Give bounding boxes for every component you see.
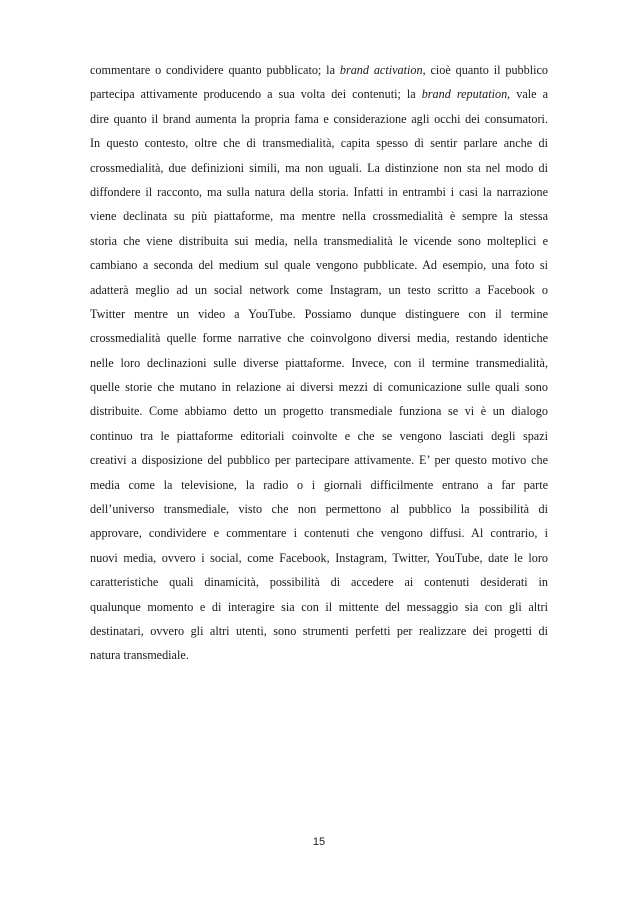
text-line: commentare o condividere quanto pubblicato; la brand activation, cioè quanto il pubblico [90, 63, 548, 77]
text-line: distribuite. Come abbiamo detto un progetto transmediale funziona se vi è un dialogo [90, 404, 548, 419]
text-line: viene declinata su più piattaforme, ma mentre nella crossmedialità è sempre la stessa [90, 209, 548, 224]
text-line: dell’universo transmediale, visto che non permettono al pubblico la possibilità di [90, 502, 548, 517]
text-line: crossmedialità quelle forme narrative che coinvolgono diversi media, restando identiche [90, 331, 548, 346]
text-line: approvare, condividere e commentare i contenuti che vengono diffusi. Al contrario, i [90, 526, 548, 541]
text-line: In questo contesto, oltre che di transmedialità, capita spesso di sentir parlare anche di [90, 136, 548, 151]
text-line: media come la televisione, la radio o i giornali difficilmente entrano a far parte [90, 477, 548, 492]
text-line: nuovi media, ovvero i social, come Facebook, Instagram, Twitter, YouTube, date le loro [90, 550, 548, 565]
text-line: caratteristiche quali dinamicità, possibilità di accedere ai contenuti desiderati in [90, 575, 548, 590]
body-paragraph [90, 58, 548, 668]
text-line: continuo tra le piattaforme editoriali coinvolte e che se vengono lasciati degli spazi [90, 428, 548, 443]
text-line: cambiano a seconda del medium sul quale vengono pubblicate. Ad esempio, una foto si [90, 258, 548, 273]
text-line: creativi a disposizione del pubblico per partecipare attivamente. E’ per questo motivo che [90, 453, 548, 468]
text-line: quelle storie che mutano in relazione ai diversi mezzi di comunicazione sulle quali sono [90, 380, 548, 395]
text-line: natura transmediale. [90, 648, 189, 663]
text-line: diffondere il racconto, ma sulla natura della storia. Infatti in entrambi i casi la narrazione [90, 184, 548, 199]
text-line: qualunque momento e di interagire sia con il mittente del messaggio sia con gli altri [90, 599, 548, 614]
text-line: storia che viene distribuita sui media, nella transmedialità le vicende sono molteplici e [90, 233, 548, 248]
text-line: Twitter mentre un video a YouTube. Possiamo dunque distinguere con il termine [90, 306, 548, 321]
page-number: 15 [312, 836, 326, 848]
text-line: partecipa attivamente producendo a sua volta dei contenuti; la brand reputation, vale a [90, 87, 548, 102]
text-line: crossmedialità, due definizioni simili, ma non uguali. La distinzione non sta nel modo di [90, 160, 548, 175]
text-line: adatterà meglio ad un social network come Instagram, un testo scritto a Facebook o [90, 282, 548, 297]
text-line: nelle loro declinazioni sulle diverse piattaforme. Invece, con il termine transmedialità, [90, 355, 548, 370]
text-line: dire quanto il brand aumenta la propria fama e considerazione agli occhi dei consumatori. [90, 111, 548, 126]
text-line: destinatari, ovvero gli altri utenti, sono strumenti perfetti per realizzare dei progetti di [90, 623, 548, 638]
